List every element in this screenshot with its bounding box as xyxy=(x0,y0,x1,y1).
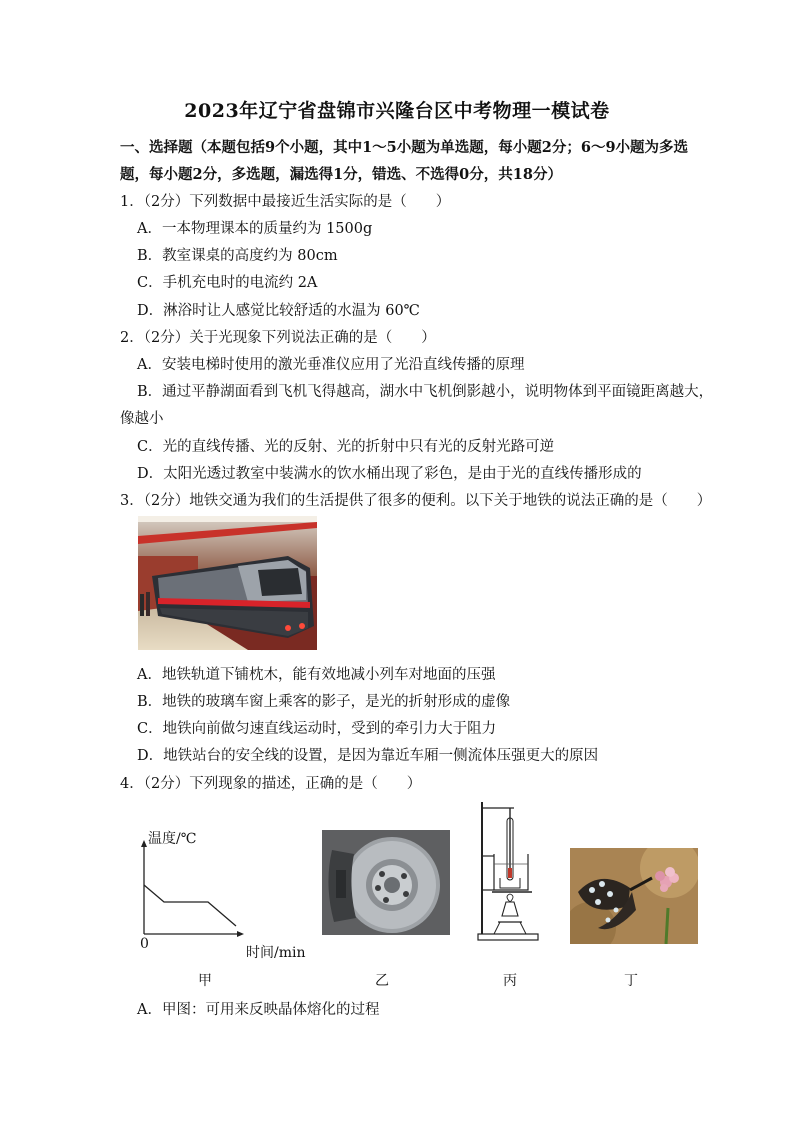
question-2-option-b: B．通过平静湖面看到飞机飞得越高，湖水中飞机倒影越小，说明物体到平面镜距离越大， xyxy=(137,384,714,400)
graph-origin-label: 0 xyxy=(140,936,149,952)
question-2-option-c: C．光的直线传播、光的反射、光的折射中只有光的反射光路可逆 xyxy=(137,439,555,455)
question-1-option-c: C．手机充电时的电流约 2A xyxy=(137,275,318,291)
caption-bing: 丙 xyxy=(503,973,517,989)
question-1-option-b: B．教室课桌的高度约为 80cm xyxy=(137,248,338,264)
temperature-time-graph xyxy=(136,840,246,945)
question-3-option-c: C．地铁向前做匀速直线运动时，受到的牵引力大于阻力 xyxy=(137,721,497,737)
question-1-option-d: D．淋浴时让人感觉比较舒适的水温为 60℃ xyxy=(137,303,420,319)
graph-x-axis-label: 时间/min xyxy=(246,945,306,961)
question-2-option-b-continued: 像越小 xyxy=(120,411,164,427)
question-3-stem: 3．（2分）地铁交通为我们的生活提供了很多的便利。以下关于地铁的说法正确的是（ ） xyxy=(120,493,712,509)
question-2-option-a: A．安装电梯时使用的激光垂准仪应用了光沿直线传播的原理 xyxy=(137,357,525,373)
question-3-option-a: A．地铁轨道下铺枕木，能有效地减小列车对地面的压强 xyxy=(137,667,496,683)
question-2-option-d: D．太阳光透过教室中装满水的饮水桶出现了彩色，是由于光的直线传播形成的 xyxy=(137,466,642,482)
subway-train-image xyxy=(138,516,317,650)
caption-jia: 甲 xyxy=(198,973,212,989)
question-1-stem: 1．（2分）下列数据中最接近生活实际的是（ ） xyxy=(120,194,451,210)
section-heading-line1: 一、选择题（本题包括9个小题，其中1～5小题为单选题，每小题2分；6～9小题为多选 xyxy=(120,139,689,156)
exam-title: 2023年辽宁省盘锦市兴隆台区中考物理一模试卷 xyxy=(184,100,610,122)
caption-yi: 乙 xyxy=(375,973,389,989)
butterfly-flower-image xyxy=(570,848,698,944)
question-4-stem: 4．（2分）下列现象的描述，正确的是（ ） xyxy=(120,776,422,792)
caption-ding: 丁 xyxy=(624,973,638,989)
question-4-option-a: A．甲图：可用来反映晶体熔化的过程 xyxy=(137,1002,380,1018)
question-2-stem: 2．（2分）关于光现象下列说法正确的是（ ） xyxy=(120,330,436,346)
disc-brake-image xyxy=(322,830,450,935)
question-3-option-b: B．地铁的玻璃车窗上乘客的影子，是光的折射形成的虚像 xyxy=(137,694,511,710)
section-heading-line2: 题，每小题2分，多选题，漏选得1分，错选、不选得0分，共18分） xyxy=(120,166,562,183)
heating-apparatus-image xyxy=(474,798,544,943)
question-3-option-d: D．地铁站台的安全线的设置，是因为靠近车厢一侧流体压强更大的原因 xyxy=(137,748,599,764)
question-1-option-a: A．一本物理课本的质量约为 1500g xyxy=(137,221,373,237)
graph-y-axis-label: 温度/℃ xyxy=(148,831,197,847)
